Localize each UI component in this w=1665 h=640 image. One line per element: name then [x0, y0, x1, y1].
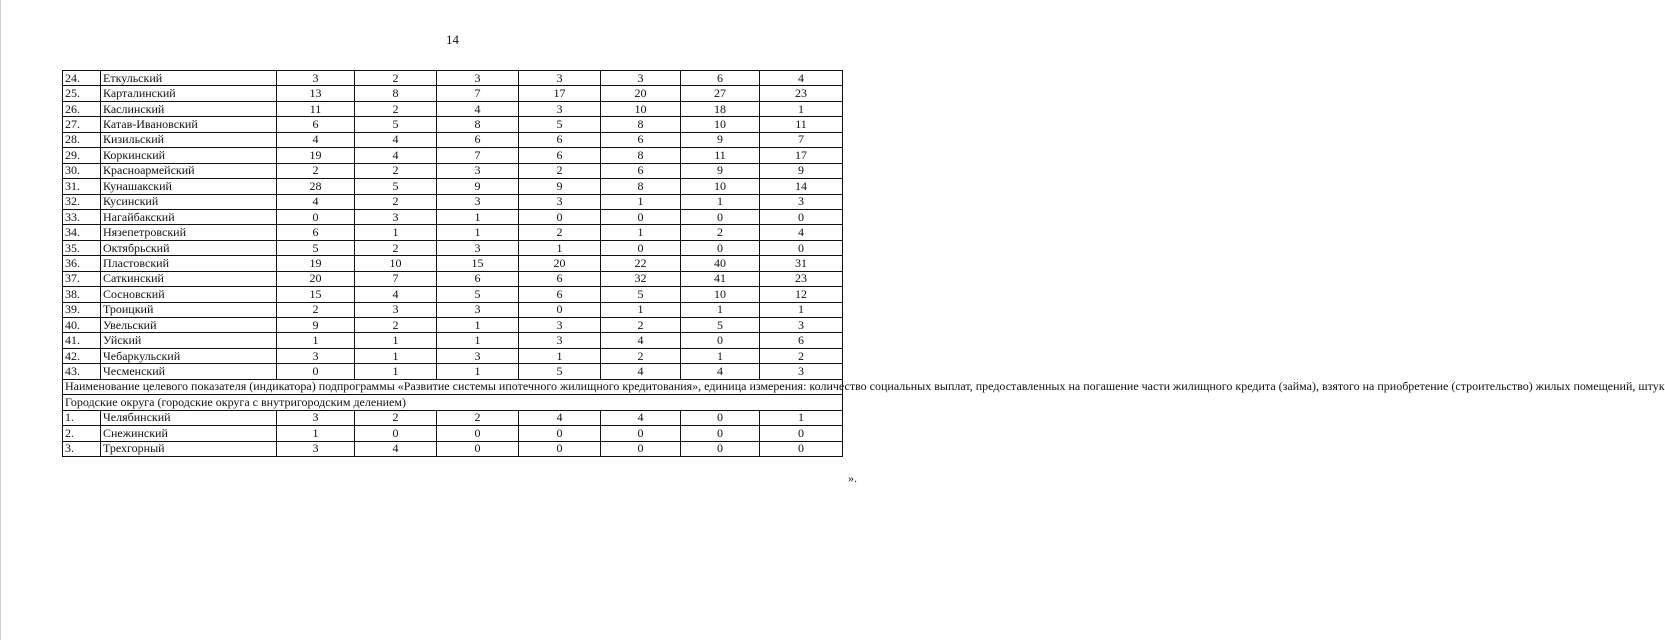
value-cell: 5 — [681, 318, 760, 333]
indicator-table — [62, 70, 1665, 457]
value-cell: 6 — [519, 148, 601, 163]
table-row — [63, 163, 843, 178]
value-cell: 0 — [519, 209, 601, 224]
value-cell: 20 — [277, 271, 355, 286]
value-cell: 4 — [355, 287, 437, 302]
value-cell: 1 — [519, 240, 601, 255]
table-row — [63, 318, 843, 333]
value-cell: 1 — [437, 364, 519, 379]
value-cell: 11 — [760, 117, 843, 132]
value-cell: 1 — [681, 302, 760, 317]
value-cell: 13 — [277, 86, 355, 101]
value-cell: 3 — [519, 333, 601, 348]
value-cell: 15 — [277, 287, 355, 302]
value-cell: 3 — [519, 318, 601, 333]
value-cell: 3 — [437, 71, 519, 86]
row-number: 37. — [63, 271, 101, 286]
value-cell: 15 — [437, 256, 519, 271]
table-row — [63, 256, 843, 271]
value-cell: 2 — [355, 101, 437, 116]
row-number: 31. — [63, 179, 101, 194]
value-cell: 32 — [601, 271, 681, 286]
value-cell: 1 — [355, 364, 437, 379]
value-cell: 5 — [277, 240, 355, 255]
district-name: Челябинский — [101, 410, 277, 425]
value-cell: 1 — [760, 101, 843, 116]
row-number: 38. — [63, 287, 101, 302]
value-cell: 1 — [437, 209, 519, 224]
district-name: Увельский — [101, 318, 277, 333]
value-cell: 7 — [437, 148, 519, 163]
district-name: Красноармейский — [101, 163, 277, 178]
value-cell: 3 — [519, 194, 601, 209]
value-cell: 7 — [355, 271, 437, 286]
value-cell: 40 — [681, 256, 760, 271]
value-cell: 0 — [437, 426, 519, 441]
value-cell: 3 — [355, 209, 437, 224]
row-number: 34. — [63, 225, 101, 240]
value-cell: 5 — [519, 117, 601, 132]
value-cell: 8 — [355, 86, 437, 101]
value-cell: 0 — [681, 426, 760, 441]
table-row — [63, 71, 843, 86]
value-cell: 0 — [681, 209, 760, 224]
value-cell: 0 — [760, 240, 843, 255]
value-cell: 22 — [601, 256, 681, 271]
district-name: Каслинский — [101, 101, 277, 116]
value-cell: 1 — [601, 225, 681, 240]
value-cell: 2 — [601, 348, 681, 363]
value-cell: 4 — [355, 441, 437, 456]
district-name: Саткинский — [101, 271, 277, 286]
row-number: 33. — [63, 209, 101, 224]
value-cell: 18 — [681, 101, 760, 116]
table-row — [63, 426, 843, 441]
value-cell: 9 — [437, 179, 519, 194]
value-cell: 3 — [437, 348, 519, 363]
value-cell: 6 — [519, 271, 601, 286]
value-cell: 4 — [760, 71, 843, 86]
value-cell: 41 — [681, 271, 760, 286]
district-name: Коркинский — [101, 148, 277, 163]
row-number: 26. — [63, 101, 101, 116]
value-cell: 31 — [760, 256, 843, 271]
value-cell: 5 — [355, 179, 437, 194]
value-cell: 3 — [760, 194, 843, 209]
value-cell: 3 — [277, 348, 355, 363]
value-cell: 2 — [355, 163, 437, 178]
district-name: Чесменский — [101, 364, 277, 379]
value-cell: 6 — [437, 271, 519, 286]
value-cell: 10 — [681, 287, 760, 302]
district-name: Кунашакский — [101, 179, 277, 194]
value-cell: 11 — [681, 148, 760, 163]
value-cell: 2 — [355, 410, 437, 425]
table-row — [63, 132, 843, 147]
row-number: 41. — [63, 333, 101, 348]
value-cell: 1 — [601, 194, 681, 209]
value-cell: 7 — [437, 86, 519, 101]
value-cell: 6 — [437, 132, 519, 147]
value-cell: 4 — [519, 410, 601, 425]
value-cell: 1 — [519, 348, 601, 363]
value-cell: 3 — [760, 318, 843, 333]
value-cell: 1 — [437, 225, 519, 240]
value-cell: 20 — [601, 86, 681, 101]
value-cell: 1 — [355, 333, 437, 348]
value-cell: 4 — [601, 364, 681, 379]
table-row — [63, 333, 843, 348]
table-row — [63, 240, 843, 255]
value-cell: 1 — [681, 348, 760, 363]
table-row — [63, 271, 843, 286]
value-cell: 2 — [277, 163, 355, 178]
indicator-row — [63, 379, 843, 394]
value-cell: 9 — [277, 318, 355, 333]
value-cell: 23 — [760, 86, 843, 101]
table-row — [63, 148, 843, 163]
value-cell: 0 — [601, 209, 681, 224]
value-cell: 10 — [601, 101, 681, 116]
value-cell: 8 — [601, 117, 681, 132]
table-row — [63, 117, 843, 132]
district-name: Катав-Ивановский — [101, 117, 277, 132]
value-cell: 10 — [355, 256, 437, 271]
value-cell: 0 — [519, 441, 601, 456]
value-cell: 2 — [681, 225, 760, 240]
value-cell: 0 — [355, 426, 437, 441]
value-cell: 9 — [681, 163, 760, 178]
city-districts-body — [63, 410, 843, 456]
value-cell: 1 — [681, 194, 760, 209]
table-row — [63, 364, 843, 379]
value-cell: 6 — [681, 71, 760, 86]
value-cell: 3 — [519, 101, 601, 116]
value-cell: 3 — [277, 410, 355, 425]
value-cell: 3 — [437, 302, 519, 317]
section-heading: Городские округа (городские округа с внутригородским делением) — [63, 395, 843, 410]
district-name: Октябрьский — [101, 240, 277, 255]
value-cell: 4 — [760, 225, 843, 240]
value-cell: 4 — [681, 364, 760, 379]
table-row — [63, 287, 843, 302]
value-cell: 5 — [519, 364, 601, 379]
value-cell: 1 — [277, 426, 355, 441]
value-cell: 1 — [760, 410, 843, 425]
value-cell: 6 — [277, 117, 355, 132]
value-cell: 1 — [601, 302, 681, 317]
row-number: 25. — [63, 86, 101, 101]
value-cell: 2 — [355, 194, 437, 209]
row-number: 2. — [63, 426, 101, 441]
value-cell: 0 — [681, 333, 760, 348]
value-cell: 2 — [519, 163, 601, 178]
district-name: Еткульский — [101, 71, 277, 86]
value-cell: 0 — [681, 240, 760, 255]
row-number: 42. — [63, 348, 101, 363]
value-cell: 3 — [601, 71, 681, 86]
value-cell: 9 — [519, 179, 601, 194]
value-cell: 6 — [519, 287, 601, 302]
value-cell: 17 — [519, 86, 601, 101]
value-cell: 4 — [277, 132, 355, 147]
row-number: 43. — [63, 364, 101, 379]
value-cell: 2 — [355, 71, 437, 86]
value-cell: 14 — [760, 179, 843, 194]
row-number: 1. — [63, 410, 101, 425]
value-cell: 8 — [437, 117, 519, 132]
value-cell: 8 — [601, 179, 681, 194]
value-cell: 5 — [601, 287, 681, 302]
value-cell: 0 — [277, 364, 355, 379]
row-number: 40. — [63, 318, 101, 333]
value-cell: 19 — [277, 148, 355, 163]
value-cell: 3 — [437, 163, 519, 178]
value-cell: 4 — [601, 333, 681, 348]
value-cell: 0 — [601, 441, 681, 456]
value-cell: 3 — [277, 71, 355, 86]
value-cell: 2 — [355, 240, 437, 255]
value-cell: 2 — [601, 318, 681, 333]
district-name: Пластовский — [101, 256, 277, 271]
table-row — [63, 302, 843, 317]
value-cell: 1 — [277, 333, 355, 348]
district-name: Чебаркульский — [101, 348, 277, 363]
district-name: Кизильский — [101, 132, 277, 147]
value-cell: 4 — [355, 132, 437, 147]
value-cell: 17 — [760, 148, 843, 163]
district-name: Снежинский — [101, 426, 277, 441]
value-cell: 4 — [437, 101, 519, 116]
row-number: 24. — [63, 71, 101, 86]
value-cell: 5 — [437, 287, 519, 302]
value-cell: 2 — [277, 302, 355, 317]
value-cell: 0 — [760, 209, 843, 224]
value-cell: 3 — [355, 302, 437, 317]
value-cell: 0 — [519, 426, 601, 441]
indicator-description: Наименование целевого показателя (индикатора) подпрограммы «Развитие системы ипотечного жилищного кредитования», единица измерения: количество социальных выплат, предоставленных на погашение части жилищного кредита (займа), взятого на приобретение (строительство) жилых помещений, штук — [63, 379, 843, 394]
row-number: 27. — [63, 117, 101, 132]
table-row — [63, 101, 843, 116]
value-cell: 6 — [519, 132, 601, 147]
value-cell: 3 — [437, 240, 519, 255]
value-cell: 3 — [519, 71, 601, 86]
table-row — [63, 410, 843, 425]
closing-quote: ». — [848, 471, 857, 485]
district-name: Карталинский — [101, 86, 277, 101]
value-cell: 0 — [437, 441, 519, 456]
value-cell: 23 — [760, 271, 843, 286]
value-cell: 28 — [277, 179, 355, 194]
page-number: 14 — [446, 32, 459, 47]
value-cell: 2 — [519, 225, 601, 240]
value-cell: 0 — [760, 426, 843, 441]
value-cell: 9 — [681, 132, 760, 147]
value-cell: 3 — [437, 194, 519, 209]
value-cell: 3 — [277, 441, 355, 456]
value-cell: 7 — [760, 132, 843, 147]
value-cell: 6 — [601, 132, 681, 147]
value-cell: 0 — [519, 302, 601, 317]
value-cell: 6 — [277, 225, 355, 240]
value-cell: 2 — [760, 348, 843, 363]
value-cell: 1 — [355, 348, 437, 363]
value-cell: 2 — [355, 318, 437, 333]
value-cell: 2 — [437, 410, 519, 425]
table-row — [63, 209, 843, 224]
section-heading-row — [63, 395, 843, 410]
value-cell: 1 — [437, 333, 519, 348]
value-cell: 9 — [760, 163, 843, 178]
district-name: Троицкий — [101, 302, 277, 317]
table-row — [63, 179, 843, 194]
row-number: 35. — [63, 240, 101, 255]
value-cell: 0 — [760, 441, 843, 456]
district-name: Сосновский — [101, 287, 277, 302]
value-cell: 5 — [355, 117, 437, 132]
row-number: 3. — [63, 441, 101, 456]
value-cell: 4 — [277, 194, 355, 209]
table-row — [63, 441, 843, 456]
row-number: 29. — [63, 148, 101, 163]
value-cell: 1 — [355, 225, 437, 240]
district-name: Нагайбакский — [101, 209, 277, 224]
value-cell: 10 — [681, 179, 760, 194]
value-cell: 0 — [601, 240, 681, 255]
value-cell: 0 — [681, 410, 760, 425]
value-cell: 20 — [519, 256, 601, 271]
value-cell: 10 — [681, 117, 760, 132]
value-cell: 0 — [681, 441, 760, 456]
value-cell: 3 — [760, 364, 843, 379]
value-cell: 11 — [277, 101, 355, 116]
value-cell: 6 — [601, 163, 681, 178]
value-cell: 19 — [277, 256, 355, 271]
value-cell: 27 — [681, 86, 760, 101]
row-number: 30. — [63, 163, 101, 178]
table-row — [63, 86, 843, 101]
district-name: Нязепетровский — [101, 225, 277, 240]
municipal-districts-body — [63, 71, 843, 380]
value-cell: 12 — [760, 287, 843, 302]
row-number: 36. — [63, 256, 101, 271]
row-number: 32. — [63, 194, 101, 209]
page-edge-rule — [0, 0, 1, 640]
district-name: Уйский — [101, 333, 277, 348]
table-row — [63, 194, 843, 209]
table-row — [63, 225, 843, 240]
table-row — [63, 348, 843, 363]
row-number: 39. — [63, 302, 101, 317]
value-cell: 0 — [601, 426, 681, 441]
row-number: 28. — [63, 132, 101, 147]
value-cell: 1 — [437, 318, 519, 333]
value-cell: 8 — [601, 148, 681, 163]
district-name: Трехгорный — [101, 441, 277, 456]
value-cell: 4 — [601, 410, 681, 425]
value-cell: 4 — [355, 148, 437, 163]
value-cell: 0 — [277, 209, 355, 224]
value-cell: 6 — [760, 333, 843, 348]
value-cell: 1 — [760, 302, 843, 317]
district-name: Кусинский — [101, 194, 277, 209]
